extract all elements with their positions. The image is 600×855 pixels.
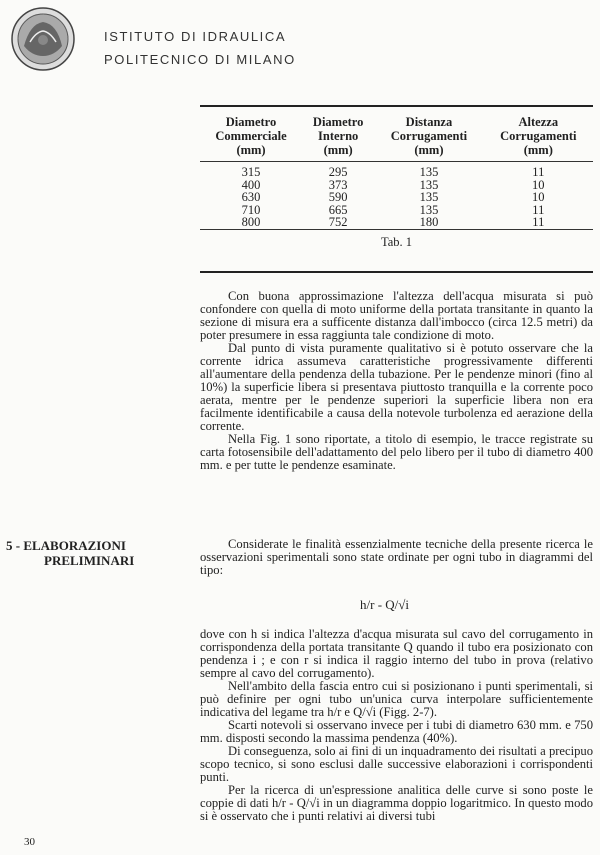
body-text-block-3 xyxy=(200,628,593,823)
header-diametro-interno: Diametro Interno (mm) xyxy=(312,115,364,157)
table-cell: 135 xyxy=(419,202,439,217)
body-text-block-2 xyxy=(200,538,593,577)
section-title-line2: PRELIMINARI xyxy=(44,553,135,568)
table-cell: 11 xyxy=(532,215,545,229)
table-cell: 373 xyxy=(328,177,348,192)
table-header-row xyxy=(200,115,593,162)
table-cell: 135 xyxy=(419,177,439,192)
table-cell: 630 xyxy=(241,190,261,204)
table-top-rule xyxy=(200,105,593,107)
table-row xyxy=(200,162,593,179)
paragraph: dove con h si indica l'altezza d'acqua misurata sul cavo del corrugamento in corrispondenza della portata transitante Q quando il tubo era posizionato con pendenza i ; e con r si indica il raggio interno del tubo in prova (relativo sempre al cavo del corrugamento). xyxy=(200,627,593,680)
table-cell: 295 xyxy=(302,162,374,179)
table-cell: 710 xyxy=(241,202,261,217)
formula: h/r - Q/√i xyxy=(360,597,410,612)
table-cell: 11 xyxy=(484,162,593,179)
table-caption: Tab. 1 xyxy=(200,229,593,256)
paragraph: Scarti notevoli si osservano invece per i tubi di diametro 630 mm. e 750 mm. disposti secondo la massima pendenza (40%). xyxy=(200,718,593,745)
pipe-dimensions-table xyxy=(200,115,593,256)
header-diametro-commerciale: Diametro Commerciale (mm) xyxy=(215,115,287,157)
table-cell: 665 xyxy=(328,202,348,217)
table-caption-row xyxy=(200,229,593,256)
section-title-line1: 5 - ELABORAZIONI xyxy=(6,538,126,553)
university-name: POLITECNICO DI MILANO xyxy=(104,52,296,67)
politecnico-seal-logo xyxy=(10,6,76,72)
table-cell: 590 xyxy=(328,190,348,204)
table-row xyxy=(200,191,593,204)
page-number: 30 xyxy=(24,836,35,848)
header-altezza-corrugamenti: Altezza Corrugamenti (mm) xyxy=(500,115,577,157)
table-bottom-rule xyxy=(200,271,593,273)
table-cell: 180 xyxy=(419,215,439,229)
body-text-block-1 xyxy=(200,290,593,472)
paragraph: Con buona approssimazione l'altezza dell'acqua misurata si può confondere con quella di moto uniforme della portata transitante in quanto la sezione di misura era a sufficente distanza dall'imbocco (circa 12.5 metri) da poter presumere in essa raggiunta tale condizione di moto. xyxy=(200,289,593,342)
paragraph: Per la ricerca di un'espressione analitica delle curve si sono poste le coppie di dati h/r - Q/√i in un diagramma doppio logaritmico. In questo modo si è osservato che i punti relativi ai diversi tubi xyxy=(200,783,593,823)
table-cell: 11 xyxy=(532,202,545,217)
table-cell: 752 xyxy=(328,215,348,229)
paragraph: Di conseguenza, solo ai fini di un inquadramento dei risultati a precipuo scopo tecnico, si sono esclusi dalle successive elaborazioni i corrispondenti punti. xyxy=(200,744,593,784)
table-cell: 315 xyxy=(200,162,302,179)
table-cell: 10 xyxy=(532,190,545,204)
table-row xyxy=(200,216,593,229)
header-distanza-corrugamenti: Distanza Corrugamenti (mm) xyxy=(390,115,468,157)
paragraph: Considerate le finalità essenzialmente tecniche della presente ricerca le osservazioni sperimentali sono state ordinate per ogni tubo in diagrammi del tipo: xyxy=(200,537,593,577)
table-cell: 400 xyxy=(241,177,261,192)
table-cell: 10 xyxy=(532,177,545,192)
paragraph: Nella Fig. 1 sono riportate, a titolo di esempio, le tracce registrate su carta fotosensibile dell'adattamento del pelo libero per il tubo di diametro 400 mm. e per tutte le pendenze esaminate. xyxy=(200,432,593,472)
table-cell: 800 xyxy=(241,215,261,229)
table-cell: 135 xyxy=(419,190,439,204)
paragraph: Nell'ambito della fascia entro cui si posizionano i punti sperimentali, si può definire per ogni tubo un'unica curva interpolare sufficientemente indicativa del legame tra h/r e Q/√i (Figg. 2-7). xyxy=(200,679,593,719)
section-heading xyxy=(6,538,156,568)
paragraph: Dal punto di vista puramente qualitativo si è potuto osservare che la corrente idrica assumeva caratteristiche progressivamente differenti all'aumentare della pendenza della tubazione. Per le pendenze minori (fino al 10%) la superficie libera si presentava piuttosto tranquilla e la corrente poco aerata, mentre per le pendenze superiori la superficie libera non era facilmente identificabile a causa della notevole turbolenza ed aerazione della corrente. xyxy=(200,341,593,433)
institute-name: ISTITUTO DI IDRAULICA xyxy=(104,29,287,44)
table-cell: 135 xyxy=(374,162,483,179)
